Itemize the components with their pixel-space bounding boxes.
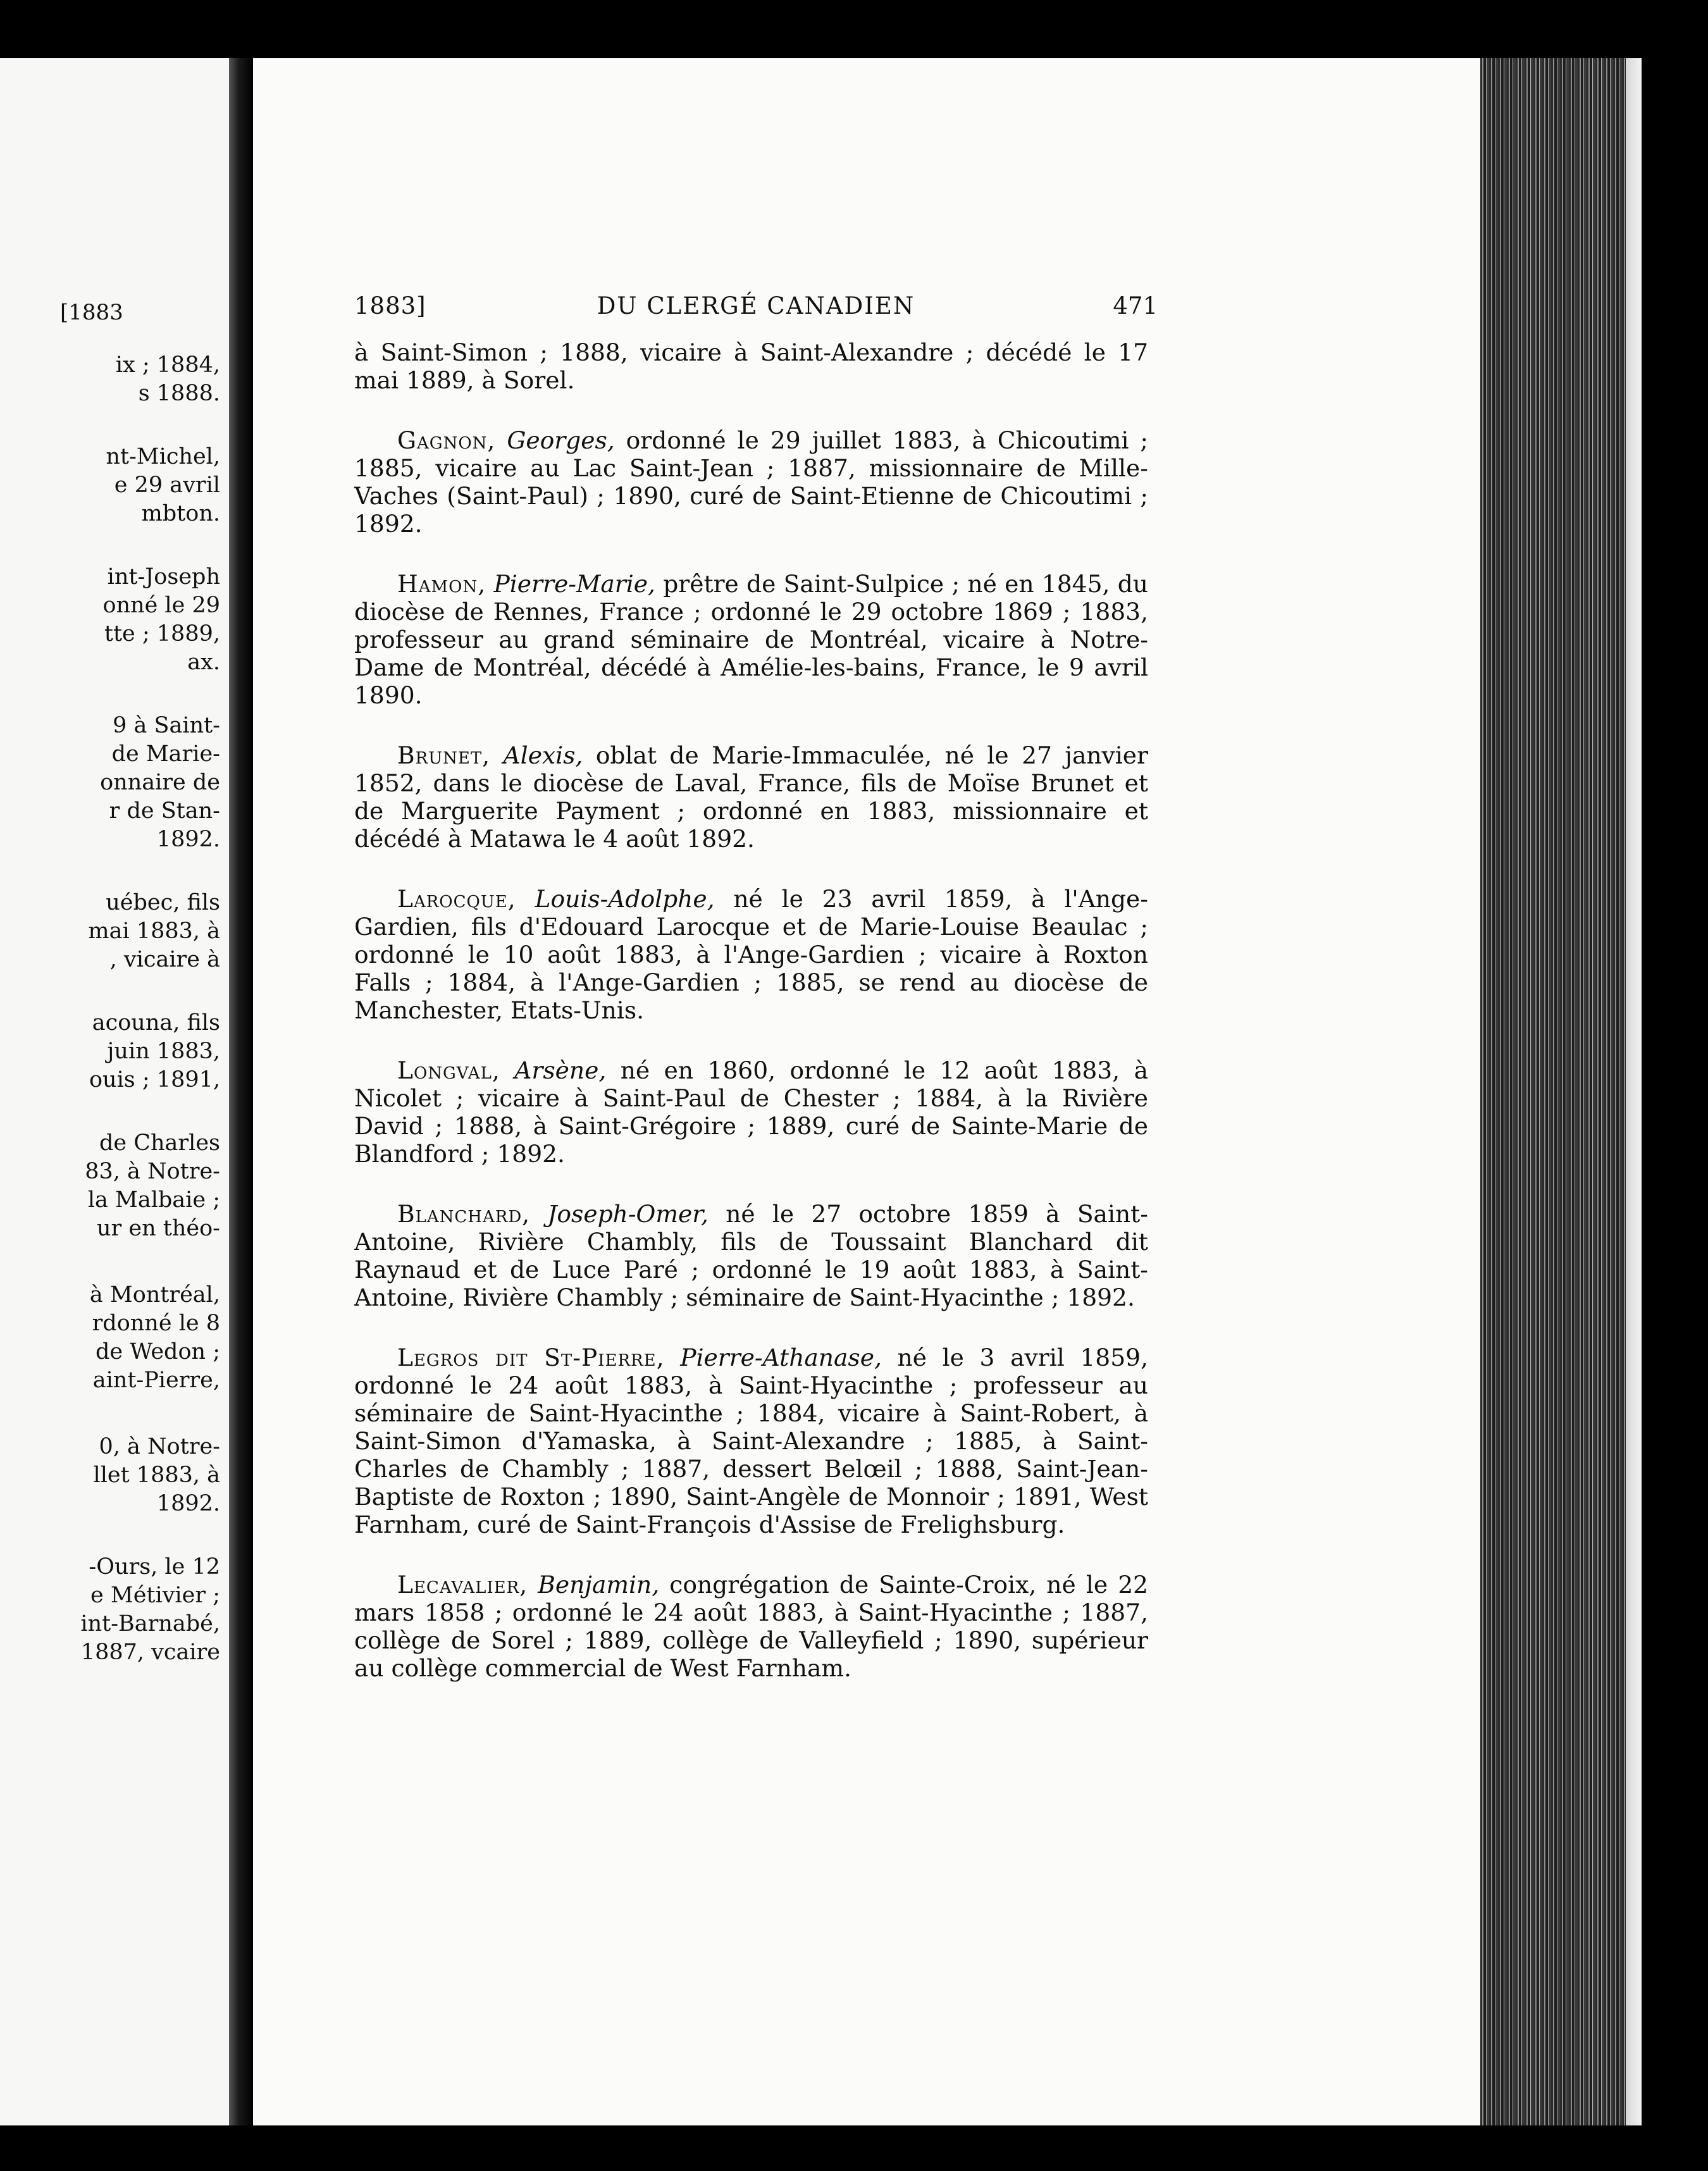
entry-text: né le 27 octobre 1859 à Saint-Antoine, Rivière Chambly, fils de Toussaint Blanchard dit Raynaud et de Luce Paré ; ordonné le 19 août 1883, à Saint-Antoine, Rivière Chambly ; séminaire de Saint-Hyacinthe ; 1892. <box>354 1200 1148 1311</box>
page-edges <box>1480 58 1626 2125</box>
entry-text: né le 23 avril 1859, à l'Ange-Gardien, fils d'Edouard Larocque et de Marie-Louise Beaulac ; ordonné le 10 août 1883, à l'Ange-Gardien ; vicaire à Roxton Falls ; 1884, à l'Ange-Gardien ; 1885, se rend au diocèse de Manchester, Etats-Unis. <box>354 885 1148 1024</box>
running-head <box>354 292 1158 330</box>
text-column <box>354 338 1148 1714</box>
left-page-fragment <box>0 58 229 2125</box>
left-page-line: 1887, vcaire <box>80 1640 220 1665</box>
entry-text: né en 1860, ordonné le 12 août 1883, à Nicolet ; vicaire à Saint-Paul de Chester ; 1884, à la Rivière David ; 1888, à Saint-Grégoire ; 1889, curé de Sainte-Marie de Blandford ; 1892. <box>354 1056 1148 1168</box>
biography-entry <box>354 741 1148 853</box>
left-page-line: e Métivier ; <box>90 1583 220 1608</box>
left-page-line: r de Stan- <box>109 798 220 824</box>
entry-text: né le 3 avril 1859, ordonné le 24 août 1883, à Saint-Hyacinthe ; professeur au séminaire de Saint-Hyacinthe ; 1884, vicaire à Saint-Robert, à Saint-Simon d'Yamaska, à Saint-Alexandre ; 1885, à Saint-Charles de Chambly ; 1887, dessert Belœil ; 1888, Saint-Jean-Baptiste de Roxton ; 1890, Saint-Angèle de Monnoir ; 1891, West Farnham, curé de Saint-François d'Assise de Frelighsburg. <box>354 1344 1148 1538</box>
entry-given-name: Benjamin, <box>538 1571 660 1599</box>
entry-given-name: Pierre-Marie, <box>493 570 655 598</box>
left-page-line: llet 1883, à <box>93 1463 220 1488</box>
left-page-line: onné le 29 <box>102 593 220 618</box>
left-page-line: 1892. <box>156 1491 220 1516</box>
entry-surname: Hamon, <box>397 570 486 598</box>
left-page-line: , vicaire à <box>109 947 220 972</box>
left-page-line: juin 1883, <box>107 1039 220 1064</box>
left-page-line: de Wedon ; <box>95 1339 220 1364</box>
left-page-line: mai 1883, à <box>88 918 220 944</box>
left-page-line: mbton. <box>141 501 220 526</box>
biography-entry <box>354 1571 1148 1682</box>
left-page-line: nt-Michel, <box>106 444 220 469</box>
entry-given-name: Alexis, <box>503 741 583 769</box>
biography-entry <box>354 426 1148 538</box>
entry-text: oblat de Marie-Immaculée, né le 27 janvier 1852, dans le diocèse de Laval, France, fils de Moïse Brunet et de Marguerite Payment ; ordonné en 1883, missionnaire et décédé à Matawa le 4 août 1892. <box>354 741 1149 853</box>
left-page-line: onnaire de <box>100 770 220 795</box>
entry-surname: Brunet, <box>397 741 491 769</box>
left-page-line: la Malbaie ; <box>87 1187 220 1213</box>
left-page-line: de Marie- <box>111 741 220 767</box>
biography-entry <box>354 885 1148 1024</box>
entry-surname: Longval, <box>397 1056 500 1084</box>
continuation-paragraph: à Saint-Simon ; 1888, vicaire à Saint-Alexandre ; décédé le 17 mai 1889, à Sorel. <box>354 338 1148 394</box>
entry-text: congrégation de Sainte-Croix, né le 22 mars 1858 ; ordonné le 24 août 1883, à Saint-Hyacinthe ; 1887, collège de Sorel ; 1889, collège de Valleyfield ; 1890, supérieur au collège commercial de West Farnham. <box>354 1571 1149 1682</box>
left-page-line: 9 à Saint- <box>113 713 220 738</box>
biography-entry <box>354 570 1148 709</box>
left-page-line: uébec, fils <box>106 890 220 915</box>
left-page-line: e 29 avril <box>114 473 220 498</box>
entry-surname: Lecavalier, <box>397 1571 528 1599</box>
left-page-line: -Ours, le 12 <box>89 1554 220 1580</box>
left-page-line: 83, à Notre- <box>85 1159 220 1184</box>
book-gutter <box>229 58 253 2125</box>
entry-text: ordonné le 29 juillet 1883, à Chicoutimi ; 1885, vicaire au Lac Saint-Jean ; 1887, missionnaire de Mille-Vaches (Saint-Paul) ; 1890, curé de Saint-Etienne de Chicoutimi ; 1892. <box>354 426 1148 538</box>
left-page-line: ix ; 1884, <box>115 352 220 378</box>
left-page-line: ouis ; 1891, <box>89 1067 220 1092</box>
left-page-line: de Charles <box>99 1130 220 1156</box>
entry-given-name: Pierre-Athanase, <box>680 1344 882 1371</box>
left-page-line: aint-Pierre, <box>92 1368 220 1393</box>
left-page-line: 1892. <box>156 827 220 852</box>
biography-entries <box>354 426 1148 1682</box>
entry-given-name: Joseph-Omer, <box>547 1200 709 1228</box>
entry-given-name: Arsène, <box>514 1056 607 1084</box>
left-page-line: s 1888. <box>138 381 220 406</box>
left-page-line: 0, à Notre- <box>99 1434 220 1459</box>
page-number: 471 <box>1113 292 1158 319</box>
left-page-line: rdonné le 8 <box>92 1311 220 1336</box>
left-page-line: ur en théo- <box>97 1216 220 1241</box>
entry-surname: Legros dit St-Pierre, <box>397 1344 665 1371</box>
entry-surname: Blanchard, <box>397 1200 531 1228</box>
left-page-running-head: [1883 <box>60 300 123 325</box>
left-page-line: tte ; 1889, <box>104 621 220 646</box>
entry-surname: Gagnon, <box>397 426 496 454</box>
running-head-year: 1883] <box>354 292 426 319</box>
left-page-line: int-Joseph <box>107 564 220 590</box>
biography-entry <box>354 1056 1148 1168</box>
page-edge-highlight <box>1626 58 1642 2125</box>
left-page-line: ax. <box>187 650 220 675</box>
left-page-line: acouna, fils <box>92 1010 220 1036</box>
entry-text: prêtre de Saint-Sulpice ; né en 1845, du diocèse de Rennes, France ; ordonné le 29 octobre 1869 ; 1883, professeur au grand séminaire de Montréal, vicaire à Notre-Dame de Montréal, décédé à Amélie-les-bains, France, le 9 avril 1890. <box>354 570 1148 709</box>
left-page-line: à Montréal, <box>89 1282 220 1308</box>
entry-given-name: Louis-Adolphe, <box>535 885 715 913</box>
left-page-line: int-Barnabé, <box>80 1611 220 1636</box>
entry-given-name: Georges, <box>507 426 615 454</box>
biography-entry <box>354 1200 1148 1311</box>
running-head-title: DU CLERGÉ CANADIEN <box>597 292 915 319</box>
entry-surname: Larocque, <box>397 885 516 913</box>
biography-entry <box>354 1344 1148 1538</box>
